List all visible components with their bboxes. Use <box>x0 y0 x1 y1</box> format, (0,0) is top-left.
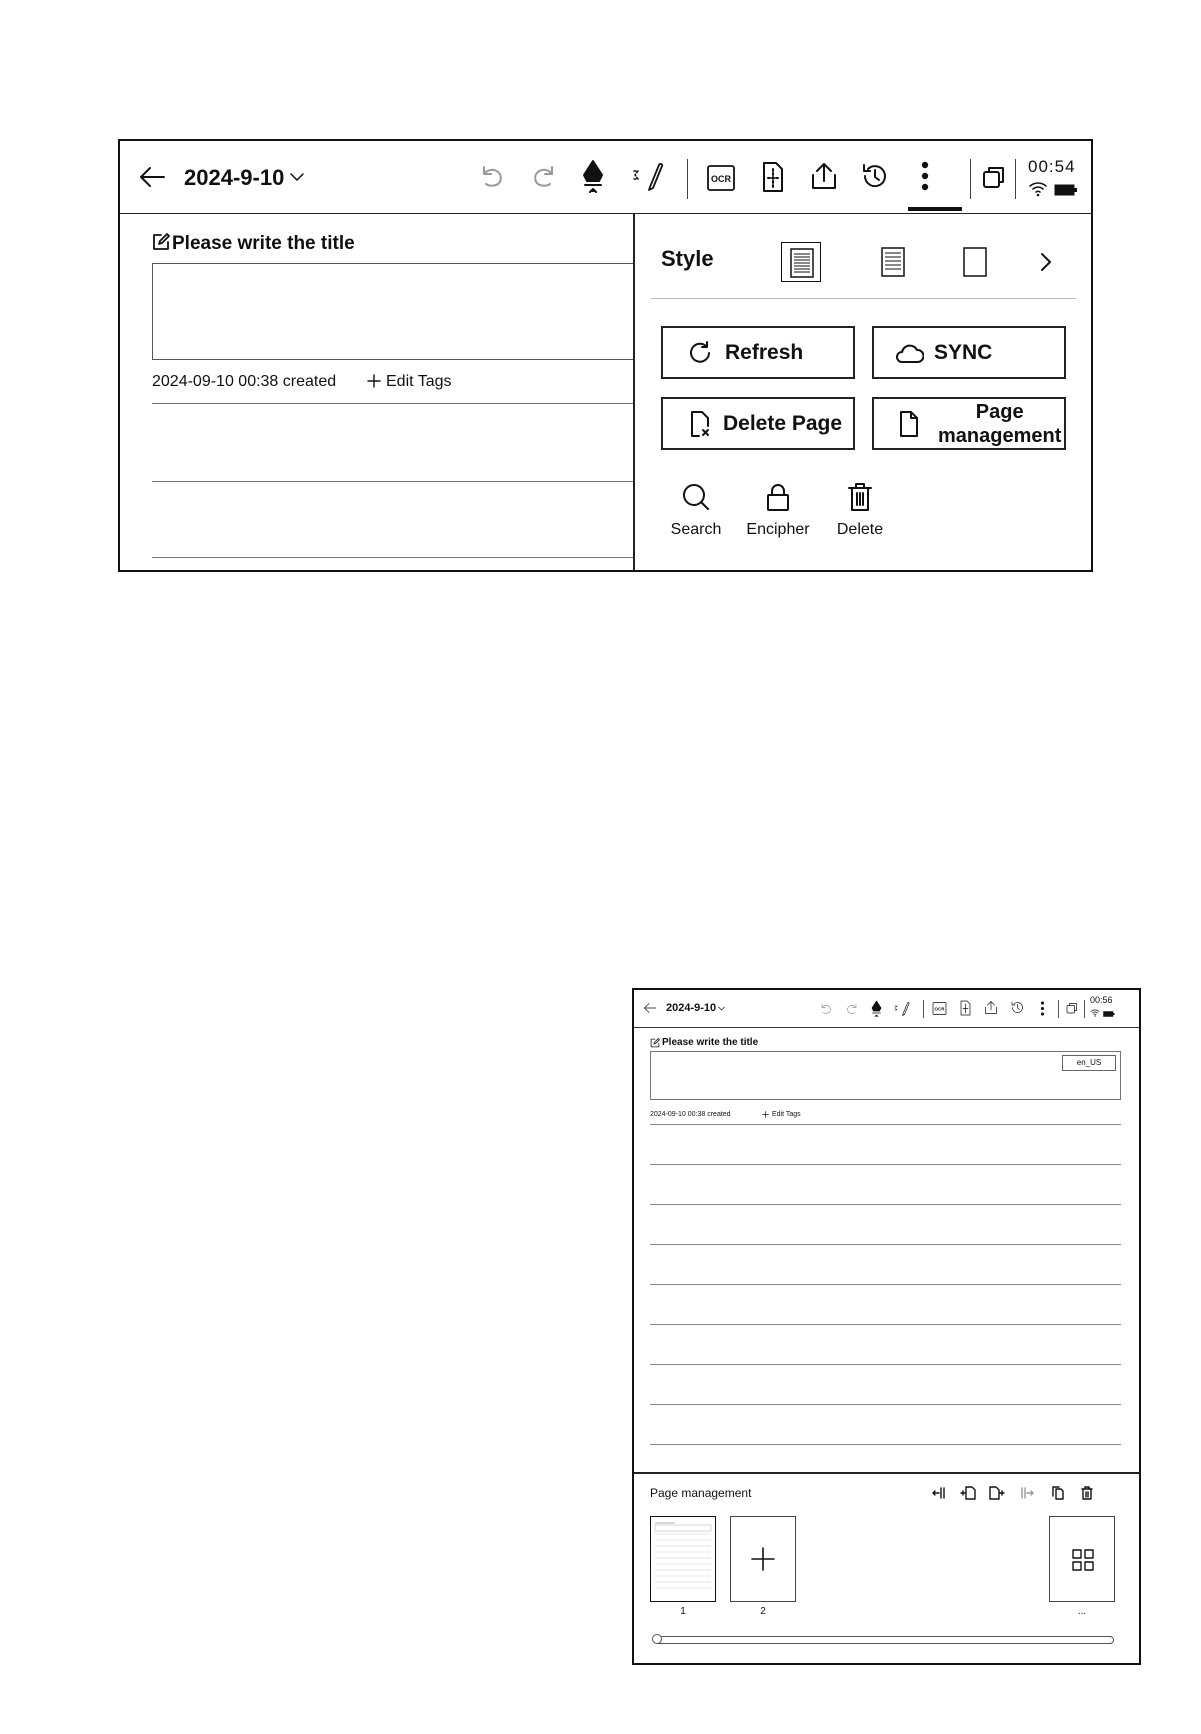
ruled-line <box>650 1444 1121 1445</box>
plus-icon <box>751 1547 775 1571</box>
plus-icon[interactable] <box>762 1111 769 1118</box>
ruled-line <box>152 403 672 404</box>
refresh-button[interactable] <box>661 326 855 379</box>
refresh-label: Refresh <box>725 340 804 364</box>
ocr-icon-label: OCR <box>934 1006 945 1012</box>
ruled-line <box>650 1204 1121 1205</box>
page-management-label <box>938 400 1061 448</box>
layout-icon[interactable] <box>959 1000 972 1016</box>
search-button[interactable] <box>651 482 741 539</box>
ruled-line <box>650 1324 1121 1325</box>
more-icon[interactable] <box>1040 1001 1045 1016</box>
page-icon <box>898 410 920 438</box>
trash-icon <box>845 482 875 512</box>
edit-title-icon <box>152 233 170 251</box>
lock-icon <box>763 482 793 512</box>
title-input-box[interactable] <box>152 263 713 360</box>
page-management-panel <box>634 1472 1139 1665</box>
ocr-icon-label: OCR <box>711 174 731 184</box>
wifi-icon <box>1028 181 1048 197</box>
add-page-button[interactable] <box>730 1516 796 1602</box>
eraser-icon[interactable] <box>632 161 664 191</box>
encipher-label: Encipher <box>746 521 810 538</box>
plus-icon[interactable] <box>367 374 381 388</box>
page-number: 1 <box>680 1606 686 1617</box>
history-icon[interactable] <box>1010 1000 1025 1015</box>
chevron-down-icon[interactable] <box>718 1006 725 1011</box>
ruled-line <box>152 481 672 482</box>
copy-page-icon[interactable] <box>1052 1486 1064 1500</box>
style-option-lined[interactable] <box>873 242 913 282</box>
active-tab-indicator <box>908 207 962 211</box>
screenshot-page-management <box>632 988 1141 1665</box>
grid-icon <box>1072 1549 1094 1571</box>
ruled-line <box>650 1124 1121 1125</box>
search-label: Search <box>670 521 722 538</box>
language-selector[interactable]: en_US <box>1062 1055 1116 1071</box>
eraser-icon[interactable] <box>894 1001 910 1016</box>
pen-icon[interactable] <box>870 1000 883 1017</box>
delete-page-button[interactable] <box>661 397 855 450</box>
clock: 00:56 <box>1090 995 1113 1005</box>
undo-icon[interactable] <box>819 1002 833 1016</box>
back-arrow-icon[interactable] <box>138 165 166 189</box>
screenshot-note-menu <box>118 139 1093 572</box>
note-date-title[interactable]: 2024-9-10 <box>666 1002 717 1014</box>
slider-handle[interactable] <box>652 1634 662 1644</box>
undo-icon[interactable] <box>478 163 506 191</box>
layout-icon[interactable] <box>760 161 786 193</box>
more-icon[interactable] <box>920 161 930 191</box>
battery-icon <box>1054 184 1078 196</box>
delete-page-icon[interactable] <box>1081 1486 1093 1500</box>
created-timestamp: 2024-09-10 00:38 created <box>152 373 337 390</box>
cloud-icon <box>896 342 924 364</box>
style-label: Style <box>661 246 714 271</box>
ruled-line <box>650 1404 1121 1405</box>
refresh-icon <box>687 340 713 366</box>
ocr-icon[interactable] <box>932 1001 947 1016</box>
edit-title-icon <box>650 1038 660 1048</box>
move-left-icon[interactable] <box>932 1487 946 1499</box>
redo-icon[interactable] <box>530 163 558 191</box>
sync-label: SYNC <box>934 340 993 364</box>
window-icon[interactable] <box>982 165 1006 189</box>
battery-icon <box>1103 1011 1115 1017</box>
move-right-icon[interactable] <box>1020 1487 1034 1499</box>
page-management-button[interactable] <box>872 397 1066 450</box>
page-management-label-line1: Page <box>975 400 1024 423</box>
ocr-icon[interactable] <box>706 163 736 193</box>
toolbar <box>634 990 1139 1028</box>
history-icon[interactable] <box>860 161 890 191</box>
ruled-line <box>650 1284 1121 1285</box>
share-icon[interactable] <box>810 161 838 191</box>
toolbar <box>120 141 1091 214</box>
chevron-down-icon[interactable] <box>290 172 304 182</box>
share-icon[interactable] <box>984 1000 998 1015</box>
more-menu-panel <box>633 213 1093 572</box>
page-number: 2 <box>760 1606 766 1617</box>
delete-button[interactable] <box>815 482 905 539</box>
wifi-icon <box>1090 1009 1100 1017</box>
back-arrow-icon[interactable] <box>643 1002 657 1014</box>
window-icon[interactable] <box>1066 1002 1078 1014</box>
style-option-blank[interactable] <box>955 242 995 282</box>
redo-icon[interactable] <box>845 1002 859 1016</box>
note-date-title[interactable]: 2024-9-10 <box>184 165 285 190</box>
delete-label: Delete <box>836 521 884 538</box>
ruled-line <box>650 1364 1121 1365</box>
edit-tags-link[interactable]: Edit Tags <box>386 373 452 390</box>
ruled-line <box>650 1244 1121 1245</box>
pen-icon[interactable] <box>580 159 606 193</box>
page-management-title: Page management <box>650 1486 752 1500</box>
insert-after-icon[interactable] <box>989 1486 1005 1500</box>
page-scroll-slider[interactable] <box>654 1636 1114 1644</box>
page-management-label-line2: management <box>938 424 1062 447</box>
style-option-lined-dense[interactable] <box>781 242 821 282</box>
title-input-box[interactable] <box>650 1051 1121 1100</box>
delete-page-label: Delete Page <box>723 411 843 435</box>
search-icon <box>681 482 711 512</box>
title-placeholder: Please write the title <box>172 233 355 254</box>
encipher-button[interactable] <box>733 482 823 539</box>
clock: 00:54 <box>1028 157 1076 176</box>
menu-divider <box>651 298 1076 299</box>
chevron-right-icon[interactable] <box>1039 252 1053 272</box>
edit-tags-link[interactable]: Edit Tags <box>772 1111 801 1118</box>
more-pages-label: ... <box>1077 1606 1087 1617</box>
ruled-line <box>152 557 672 558</box>
title-placeholder: Please write the title <box>662 1037 759 1048</box>
delete-page-icon <box>689 410 711 438</box>
created-timestamp: 2024-09-10 00:38 created <box>650 1111 731 1118</box>
grid-view-button[interactable] <box>1049 1516 1115 1602</box>
sync-button[interactable] <box>872 326 1066 379</box>
insert-before-icon[interactable] <box>960 1486 976 1500</box>
page-thumbnail-1[interactable] <box>650 1516 716 1602</box>
ruled-line <box>650 1164 1121 1165</box>
